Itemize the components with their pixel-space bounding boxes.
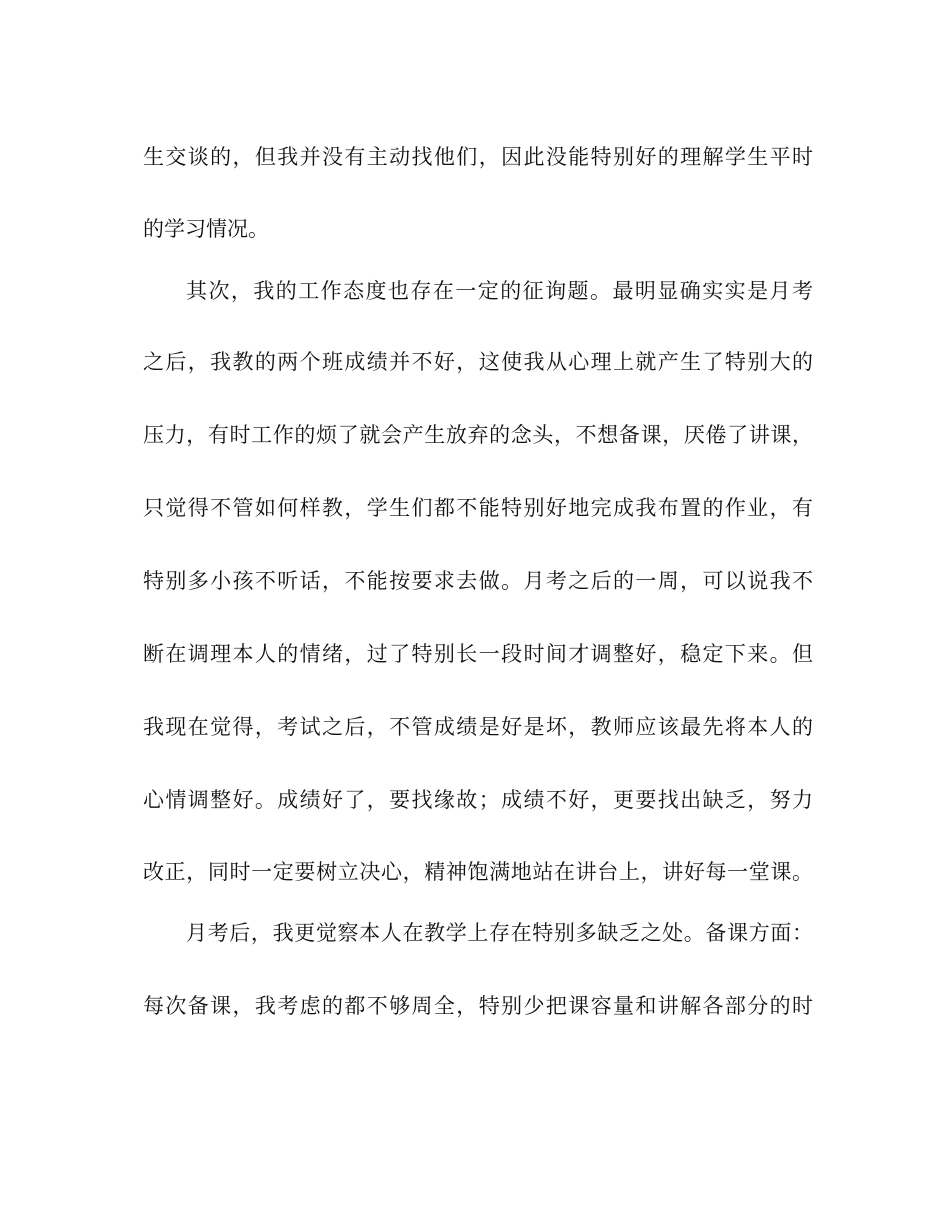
- text-line: 心情调整好。成绩好了，要找缘故；成绩不好，更要找出缺乏，努力: [143, 788, 813, 812]
- text-line: 的学习情况。: [143, 217, 269, 241]
- text-line: 月考后，我更觉察本人在教学上存在特别多缺乏之处。备课方面：: [186, 921, 813, 945]
- text-line: 特别多小孩不听话，不能按要求去做。月考之后的一周，可以说我不: [143, 569, 813, 593]
- text-line: 改正，同时一定要树立决心，精神饱满地站在讲台上，讲好每一堂课。: [143, 860, 813, 884]
- text-line: 断在调理本人的情绪，过了特别长一段时间才调整好，稳定下来。但: [143, 642, 813, 666]
- text-line: 之后，我教的两个班成绩并不好，这使我从心理上就产生了特别大的: [143, 350, 813, 374]
- text-line: 只觉得不管如何样教，学生们都不能特别好地完成我布置的作业，有: [143, 496, 813, 520]
- text-line: 压力，有时工作的烦了就会产生放弃的念头，不想备课，厌倦了讲课，: [143, 423, 813, 447]
- text-line: 其次，我的工作态度也存在一定的征询题。最明显确实实是月考: [186, 279, 813, 303]
- text-line: 我现在觉得，考试之后，不管成绩是好是坏，教师应该最先将本人的: [143, 715, 813, 739]
- text-line: 每次备课，我考虑的都不够周全，特别少把课容量和讲解各部分的时: [143, 994, 813, 1018]
- text-line: 生交谈的，但我并没有主动找他们，因此没能特别好的理解学生平时: [143, 145, 813, 169]
